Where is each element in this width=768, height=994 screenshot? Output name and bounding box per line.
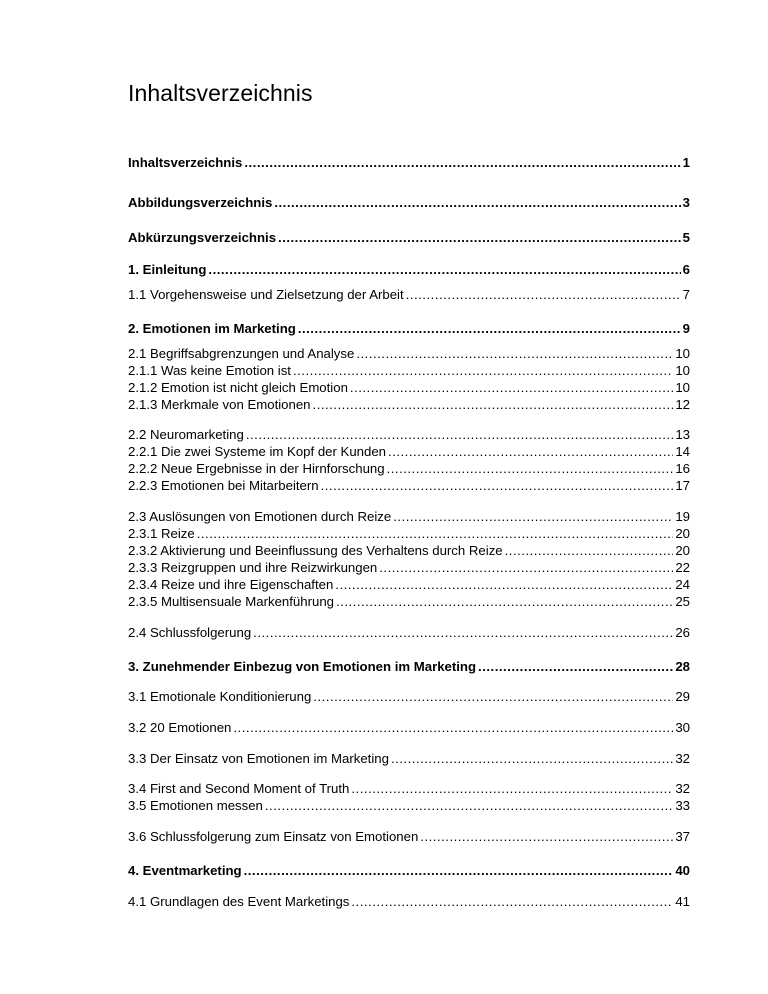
toc-entry-page: 32 xyxy=(675,751,690,766)
toc-entry[interactable] xyxy=(128,461,690,477)
toc-entry[interactable] xyxy=(128,798,690,814)
toc-entry-page: 10 xyxy=(675,380,690,395)
toc-entry[interactable] xyxy=(128,863,690,879)
toc-entry-page: 20 xyxy=(675,543,690,558)
toc-entry-page: 6 xyxy=(682,262,690,277)
toc-entry-title: 3.4 First and Second Moment of Truth xyxy=(128,781,350,796)
toc-entry[interactable] xyxy=(128,625,690,641)
toc-entry[interactable] xyxy=(128,560,690,576)
toc-entry-title: 2.2.3 Emotionen bei Mitarbeitern xyxy=(128,478,319,493)
toc-entry-title: 4.1 Grundlagen des Event Marketings xyxy=(128,894,350,909)
toc-entry-title: 2.2 Neuromarketing xyxy=(128,427,244,442)
toc-leader-dots xyxy=(321,478,674,494)
toc-entry-title: 2.3 Auslösungen von Emotionen durch Reize xyxy=(128,509,392,524)
toc-leader-dots xyxy=(379,560,673,576)
toc-leader-dots xyxy=(391,751,673,767)
toc-entry[interactable] xyxy=(128,478,690,494)
toc-entry-title: 3.1 Emotionale Konditionierung xyxy=(128,689,312,704)
toc-entry[interactable] xyxy=(128,380,690,396)
toc-entry[interactable] xyxy=(128,230,690,246)
toc-entry-page: 29 xyxy=(675,689,690,704)
toc-entry[interactable] xyxy=(128,526,690,542)
toc-entry-page: 24 xyxy=(675,577,690,592)
toc-entry-page: 30 xyxy=(675,720,690,735)
toc-entry-title: 2.3.1 Reize xyxy=(128,526,195,541)
toc-entry-title: 3.3 Der Einsatz von Emotionen im Marketing xyxy=(128,751,389,766)
toc-leader-dots xyxy=(336,594,673,610)
toc-entry-title: 2.1 Begriffsabgrenzungen und Analyse xyxy=(128,346,355,361)
toc-leader-dots xyxy=(420,829,673,845)
toc-entry-page: 13 xyxy=(675,427,690,442)
toc-leader-dots xyxy=(208,262,680,278)
toc-entry-title: Abkürzungsverzeichnis xyxy=(128,230,277,245)
toc-entry-page: 33 xyxy=(675,798,690,813)
toc-entry-title: 2.2.1 Die zwei Systeme im Kopf der Kunden xyxy=(128,444,387,459)
toc-entry-title: 1. Einleitung xyxy=(128,262,207,277)
toc-entry-title: 3.2 20 Emotionen xyxy=(128,720,232,735)
toc-leader-dots xyxy=(233,720,673,736)
toc-leader-dots xyxy=(313,397,674,413)
toc-entry-title: 2.1.3 Merkmale von Emotionen xyxy=(128,397,311,412)
toc-entry-page: 10 xyxy=(675,363,690,378)
toc-entry[interactable] xyxy=(128,363,690,379)
toc-entry-page: 20 xyxy=(675,526,690,541)
toc-leader-dots xyxy=(351,894,673,910)
toc-leader-dots xyxy=(350,380,673,396)
toc-leader-dots xyxy=(406,287,681,303)
toc-leader-dots xyxy=(246,427,674,443)
toc-entry[interactable] xyxy=(128,829,690,845)
toc-entry-title: 2.2.2 Neue Ergebnisse in der Hirnforschung xyxy=(128,461,385,476)
toc-entry[interactable] xyxy=(128,346,690,362)
toc-leader-dots xyxy=(335,577,673,593)
toc-leader-dots xyxy=(244,155,680,171)
toc-leader-dots xyxy=(265,798,673,814)
toc-entry[interactable] xyxy=(128,287,690,303)
toc-leader-dots xyxy=(244,863,674,879)
toc-entry-page: 9 xyxy=(682,321,690,336)
toc-entry-page: 1 xyxy=(682,155,690,170)
toc-leader-dots xyxy=(356,346,673,362)
toc-entry-page: 16 xyxy=(675,461,690,476)
page-title: Inhaltsverzeichnis xyxy=(128,80,313,106)
toc-entry[interactable] xyxy=(128,894,690,910)
toc-entry-page: 41 xyxy=(675,894,690,909)
toc-entry-page: 17 xyxy=(675,478,690,493)
toc-entry[interactable] xyxy=(128,689,690,705)
toc-entry-page: 14 xyxy=(675,444,690,459)
toc-entry-title: 2.3.3 Reizgruppen und ihre Reizwirkungen xyxy=(128,560,378,575)
toc-leader-dots xyxy=(478,659,673,675)
toc-leader-dots xyxy=(313,689,673,705)
toc-entry-title: 2.1.1 Was keine Emotion ist xyxy=(128,363,291,378)
toc-entry[interactable] xyxy=(128,195,690,211)
toc-entry-title: 2.3.2 Aktivierung und Beeinflussung des Verhaltens durch Reize xyxy=(128,543,503,558)
toc-leader-dots xyxy=(351,781,673,797)
toc-entry[interactable] xyxy=(128,659,690,675)
toc-leader-dots xyxy=(387,461,674,477)
toc-entry-page: 40 xyxy=(675,863,690,878)
toc-leader-dots xyxy=(505,543,674,559)
toc-entry-page: 12 xyxy=(675,397,690,412)
toc-entry-page: 25 xyxy=(675,594,690,609)
toc-entry[interactable] xyxy=(128,720,690,736)
toc-entry[interactable] xyxy=(128,751,690,767)
toc-entry-page: 26 xyxy=(675,625,690,640)
toc-entry[interactable] xyxy=(128,155,690,171)
toc-leader-dots xyxy=(293,363,673,379)
toc-entry-page: 22 xyxy=(675,560,690,575)
toc-leader-dots xyxy=(393,509,673,525)
toc-entry[interactable] xyxy=(128,543,690,559)
toc-entry-title: 2.3.4 Reize und ihre Eigenschaften xyxy=(128,577,334,592)
toc-entry-page: 3 xyxy=(682,195,690,210)
toc-entry-title: 1.1 Vorgehensweise und Zielsetzung der Arbeit xyxy=(128,287,404,302)
toc-leader-dots xyxy=(274,195,680,211)
toc-entry-title: Abbildungsverzeichnis xyxy=(128,195,273,210)
toc-entry-page: 37 xyxy=(675,829,690,844)
toc-entry[interactable] xyxy=(128,397,690,413)
toc-entry-title: 3.5 Emotionen messen xyxy=(128,798,263,813)
toc-leader-dots xyxy=(298,321,681,337)
toc-entry-title: Inhaltsverzeichnis xyxy=(128,155,243,170)
toc-entry-title: 2.3.5 Multisensuale Markenführung xyxy=(128,594,334,609)
toc-entry[interactable] xyxy=(128,577,690,593)
toc-entry-page: 7 xyxy=(682,287,690,302)
toc-leader-dots xyxy=(388,444,673,460)
toc-entry[interactable] xyxy=(128,427,690,443)
toc-entry-title: 2.4 Schlussfolgerung xyxy=(128,625,252,640)
toc-entry-title: 2. Emotionen im Marketing xyxy=(128,321,296,336)
toc-entry[interactable] xyxy=(128,321,690,337)
toc-entry[interactable] xyxy=(128,781,690,797)
toc-entry[interactable] xyxy=(128,262,690,278)
toc-leader-dots xyxy=(253,625,673,641)
toc-entry-page: 32 xyxy=(675,781,690,796)
toc-entry-title: 4. Eventmarketing xyxy=(128,863,242,878)
toc-entry[interactable] xyxy=(128,444,690,460)
toc-entry-title: 3.6 Schlussfolgerung zum Einsatz von Emotionen xyxy=(128,829,419,844)
toc-entry-page: 10 xyxy=(675,346,690,361)
toc-entry-page: 19 xyxy=(675,509,690,524)
toc-entry[interactable] xyxy=(128,509,690,525)
toc-entry-title: 3. Zunehmender Einbezug von Emotionen im Marketing xyxy=(128,659,477,674)
toc-leader-dots xyxy=(197,526,674,542)
toc-entry[interactable] xyxy=(128,594,690,610)
toc-entry-page: 5 xyxy=(682,230,690,245)
toc-entry-title: 2.1.2 Emotion ist nicht gleich Emotion xyxy=(128,380,348,395)
toc-entry-page: 28 xyxy=(675,659,690,674)
toc-leader-dots xyxy=(278,230,681,246)
